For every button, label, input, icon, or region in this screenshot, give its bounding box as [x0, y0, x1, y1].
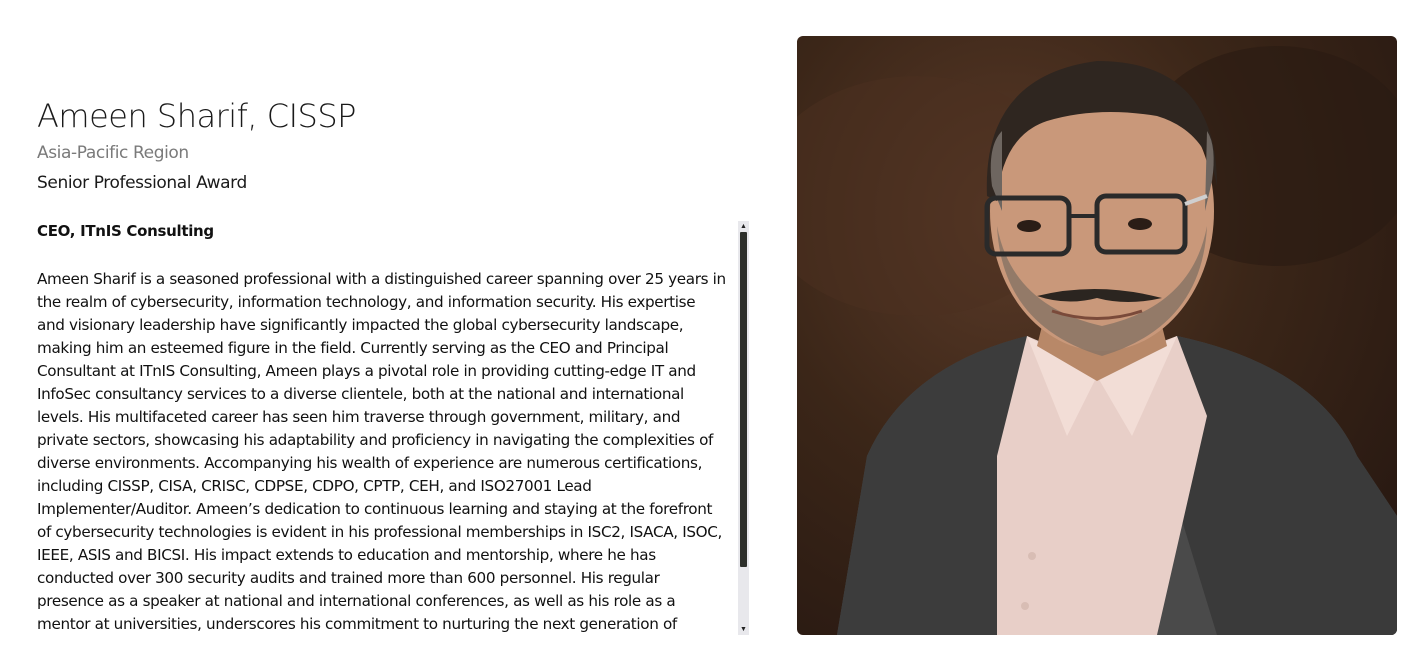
bio-scrollbar[interactable]	[738, 221, 749, 635]
bio-panel	[37, 221, 749, 635]
scrollbar-thumb[interactable]	[740, 232, 747, 567]
bio-scroll-area[interactable]	[37, 221, 727, 635]
profile-header	[37, 96, 737, 194]
bio-text: Ameen Sharif is a seasoned professional with a distinguished career spanning over 25 years in the realm of cybersecurity, information technology, and information security. His expertise and visionary leadership have significantly impacted the global cybersecurity landscape, making him an esteemed figure in the field. Currently serving as the CEO and Principal Consultant at ITnIS Consulting, Ameen plays a pivotal role in providing cutting-edge IT and InfoSec consultancy services to a diverse clientele, both at the national and international levels. His multifaceted career has seen him traverse through government, military, and private sectors, showcasing his adaptability and proficiency in navigating the complexities of diverse environments. Accompanying his wealth of experience are numerous certifications, including CISSP, CISA, CRISC, CDPSE, CDPO, CPTP, CEH, and ISO27001 Lead Implementer/Auditor. Ameen’s dedication to continuous learning and staying at the forefront of cybersecurity technologies is evident in his professional memberships in ISC2, ISACA, ISOC, IEEE, ASIS and BICSI. His impact extends to education and mentorship, where he has conducted over 300 security audits and trained more than 600 personnel. His regular presence as a speaker at national and international conferences, as well as his role as a mentor at universities, underscores his commitment to nurturing the next generation of	[37, 270, 726, 633]
profile-region: Asia-Pacific Region	[37, 143, 189, 163]
profile-award: Senior Professional Award	[37, 173, 247, 193]
profile-photo-illustration	[797, 36, 1397, 635]
bio-title: CEO, ITnIS Consulting	[37, 222, 214, 240]
scroll-up-arrow-icon[interactable]: ▲	[740, 223, 747, 230]
scroll-down-arrow-icon[interactable]: ▼	[740, 626, 747, 633]
profile-photo	[797, 36, 1397, 635]
profile-name: Ameen Sharif, CISSP	[37, 97, 356, 135]
